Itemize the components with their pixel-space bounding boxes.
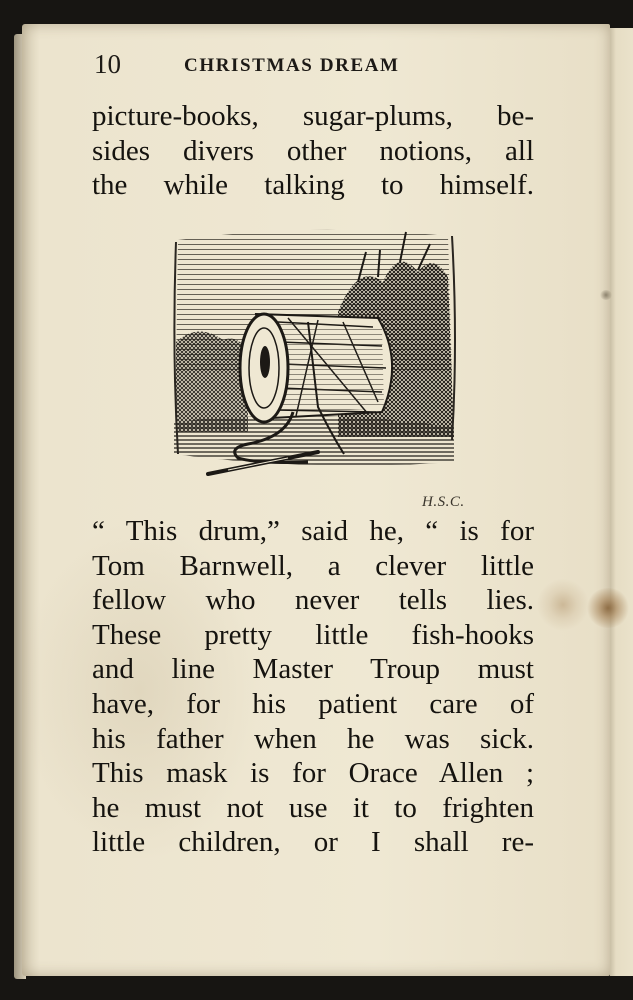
text-line: have, for his patient care of	[92, 687, 534, 720]
page-number: 10	[94, 49, 121, 79]
paragraph-bottom	[92, 514, 534, 860]
text-line: the while talking to himself.	[92, 169, 534, 202]
text-line: “ This drum,” said he, “ is for	[92, 515, 534, 547]
stain-mark	[586, 588, 630, 628]
running-title: CHRISTMAS DREAM	[184, 55, 400, 76]
text-line: These pretty little fish-hooks	[92, 618, 534, 651]
text-line: and line Master Troup must	[92, 653, 534, 686]
text-line: Tom Barnwell, a clever little	[92, 549, 534, 582]
running-head	[94, 46, 544, 82]
text-line: This mask is for Orace Allen ;	[92, 757, 534, 790]
text-line: little children, or I shall re-	[92, 826, 534, 859]
text-line: he must not use it to frighten	[92, 791, 534, 824]
text-line: fellow who never tells lies.	[92, 584, 534, 617]
text-line: his father when he was sick.	[92, 722, 534, 755]
text-line: picture-books, sugar-plums, be-	[92, 100, 534, 132]
binding-hole	[600, 290, 612, 300]
engraver-signature: H.S.C.	[422, 494, 465, 510]
text-line: sides divers other notions, all	[92, 134, 534, 167]
adjacent-page-edge	[610, 28, 633, 976]
paragraph-top	[92, 99, 534, 203]
drum-illustration-icon	[168, 222, 460, 492]
